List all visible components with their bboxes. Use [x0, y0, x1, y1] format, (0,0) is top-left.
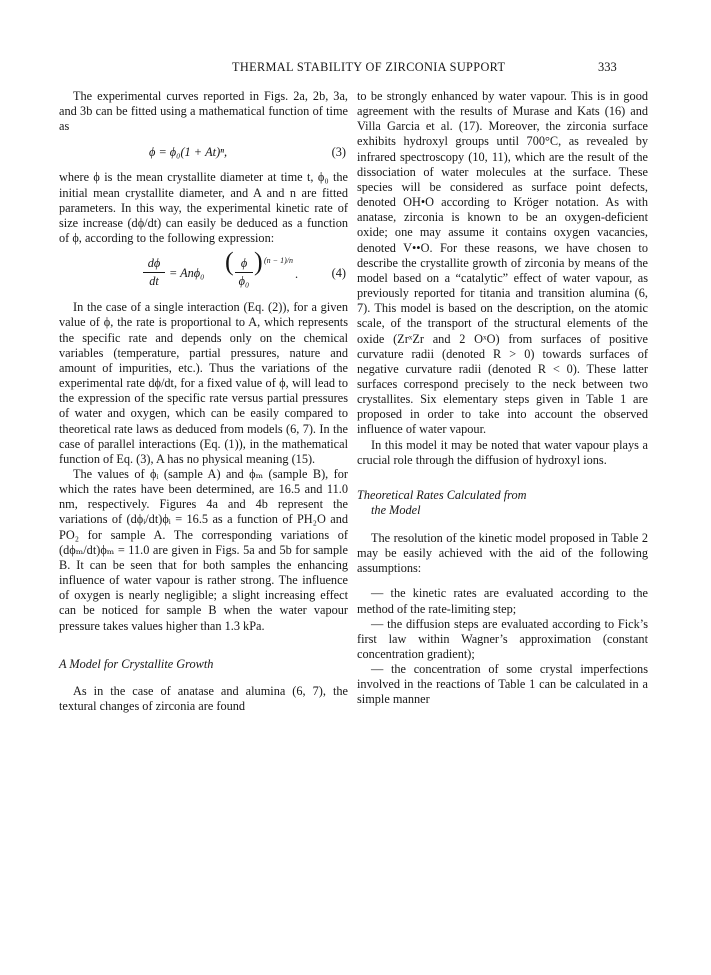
- section-heading-line: the Model: [371, 503, 421, 518]
- paragraph: The resolution of the kinetic model proposed in Table 2 may be easily achieved with the aid of the following assumptions:: [357, 530, 648, 576]
- equation-tail: .: [295, 267, 299, 282]
- section-heading: [357, 488, 648, 519]
- equation-number: (3): [331, 145, 346, 160]
- right-column: [357, 89, 648, 708]
- paragraph: In the case of a single interaction (Eq. (2)), for a given value of ϕ, the rate is proportional to A, which represents the specific rate and depends only on the chemical variables (temperature, partial pressures, nature and amount of impurities, etc.). Thus the variations of the experimental rate dϕ/dt, for a fixed value of ϕ, will lead to the expression of the specific rate versus partial pressures of water and oxygen, which can be easily compared to theoretical rate laws as deduced from models (6, 7). In the case of parallel interactions (Eq. (1)), in the mathematical function of Eq. (3), A has no physical meaning (15).: [59, 300, 348, 466]
- section-heading: A Model for Crystallite Growth: [59, 656, 214, 671]
- paragraph: The experimental curves reported in Figs. 2a, 2b, 3a, and 3b can be fitted using a mathematical function of time as: [59, 89, 348, 134]
- running-head: THERMAL STABILITY OF ZIRCONIA SUPPORT: [232, 60, 506, 74]
- page-header: [0, 60, 711, 80]
- paragraph: In this model it may be noted that water vapour plays a crucial role through the diffusion of hydroxyl ions.: [357, 437, 648, 467]
- equation-exponent: (n − 1)/n: [264, 256, 293, 266]
- left-column: [59, 89, 348, 715]
- paragraph: to be strongly enhanced by water vapour. This is in good agreement with the results of Murase and Kats (16) and Villa Garcia et al. (17). Moreover, the zirconia surface exhibits hydroxyl groups until 700°C, as revealed by infrared spectroscopy (10, 11), which are the result of the dissociation of water molecules at the surface. These species will be considered as surface point defects, denoted OH•O according to Kröger notation. As with anatase, zirconia is known to be an oxygen-deficient oxide; one may assume it contains oxygen vacancies, denoted V••O. For these reasons, we have chosen to describe the crystallite growth of zirconia by means of the model based on a “catalytic” effect of water vapour, as previously reported for titania and transition alumina (6, 7). This model is based on the description, on the atomic scale, of the transport of the structural elements of the oxide (ZrˣZr and 2 OˣO) from surfaces of positive curvature radii (denoted R > 0) towards surfaces of negative curvature radii (denoted R < 0). These latter surfaces correspond precisely to the neck between two crystallites. Six elementary steps given in Table 1 are proposed in order to take into account the observed influence of water vapour.: [357, 89, 648, 437]
- equation-4: dϕ dt = Anϕ₀ ( ϕ ϕ₀ ) (n − 1)/n . (4): [59, 250, 348, 298]
- equation-middle: = Anϕ₀: [169, 266, 205, 281]
- list-item: — the diffusion steps are evaluated according to Fick’s first law within Wagner’s approximation (constant concentration gradient);: [357, 616, 648, 661]
- equation-3: [59, 141, 348, 165]
- paragraph: The values of ϕᵢ (sample A) and ϕₘ (sample B), for which the rates have been determined, are 16.5 and 11.0 nm, respectively. Figures 4a and 4b represent the variations of (dϕᵢ/dt)ϕᵢ = 16.5 as a function of PH₂O and PO₂ for sample A. The corresponding variations of (dϕₘ/dt)ϕₘ = 11.0 are given in Figs. 5a and 5b for sample B. It can be seen that for both samples the enhancing influence of water vapour is rather strong. The influence of oxygen is nearly negligible; a slight increasing effect can be noticed for sample B when the water vapour pressure takes values higher than 1.3 kPa.: [59, 466, 348, 633]
- equation-body: ϕ = ϕ₀(1 + At)ⁿ,: [149, 145, 228, 160]
- page-number: 333: [598, 60, 617, 74]
- equation-number: (4): [331, 266, 346, 281]
- section-heading-line: Theoretical Rates Calculated from: [357, 487, 527, 502]
- equation-ratio-denominator: ϕ₀: [238, 274, 250, 289]
- equation-lhs: [143, 256, 165, 289]
- list-item: — the kinetic rates are evaluated according to the method of the rate-limiting step;: [357, 586, 648, 616]
- equation-ratio: [235, 256, 253, 289]
- paragraph: where ϕ is the mean crystallite diameter at time t, ϕ₀ the initial mean crystallite diameter, and A and n are fitted parameters. In this way, the experimental kinetic rate of size increase (dϕ/dt) can easily be deduced as a function of ϕ, according to the following expression:: [59, 170, 348, 246]
- equation-lhs-denominator: dt: [149, 274, 159, 289]
- equation-ratio-numerator: ϕ: [240, 256, 248, 271]
- equation-lhs-numerator: dϕ: [147, 256, 161, 271]
- list-item: — the concentration of some crystal imperfections involved in the reactions of Table 1 can be calculated in a simple manner: [357, 662, 648, 707]
- paragraph: As in the case of anatase and alumina (6, 7), the textural changes of zirconia are found: [59, 684, 348, 714]
